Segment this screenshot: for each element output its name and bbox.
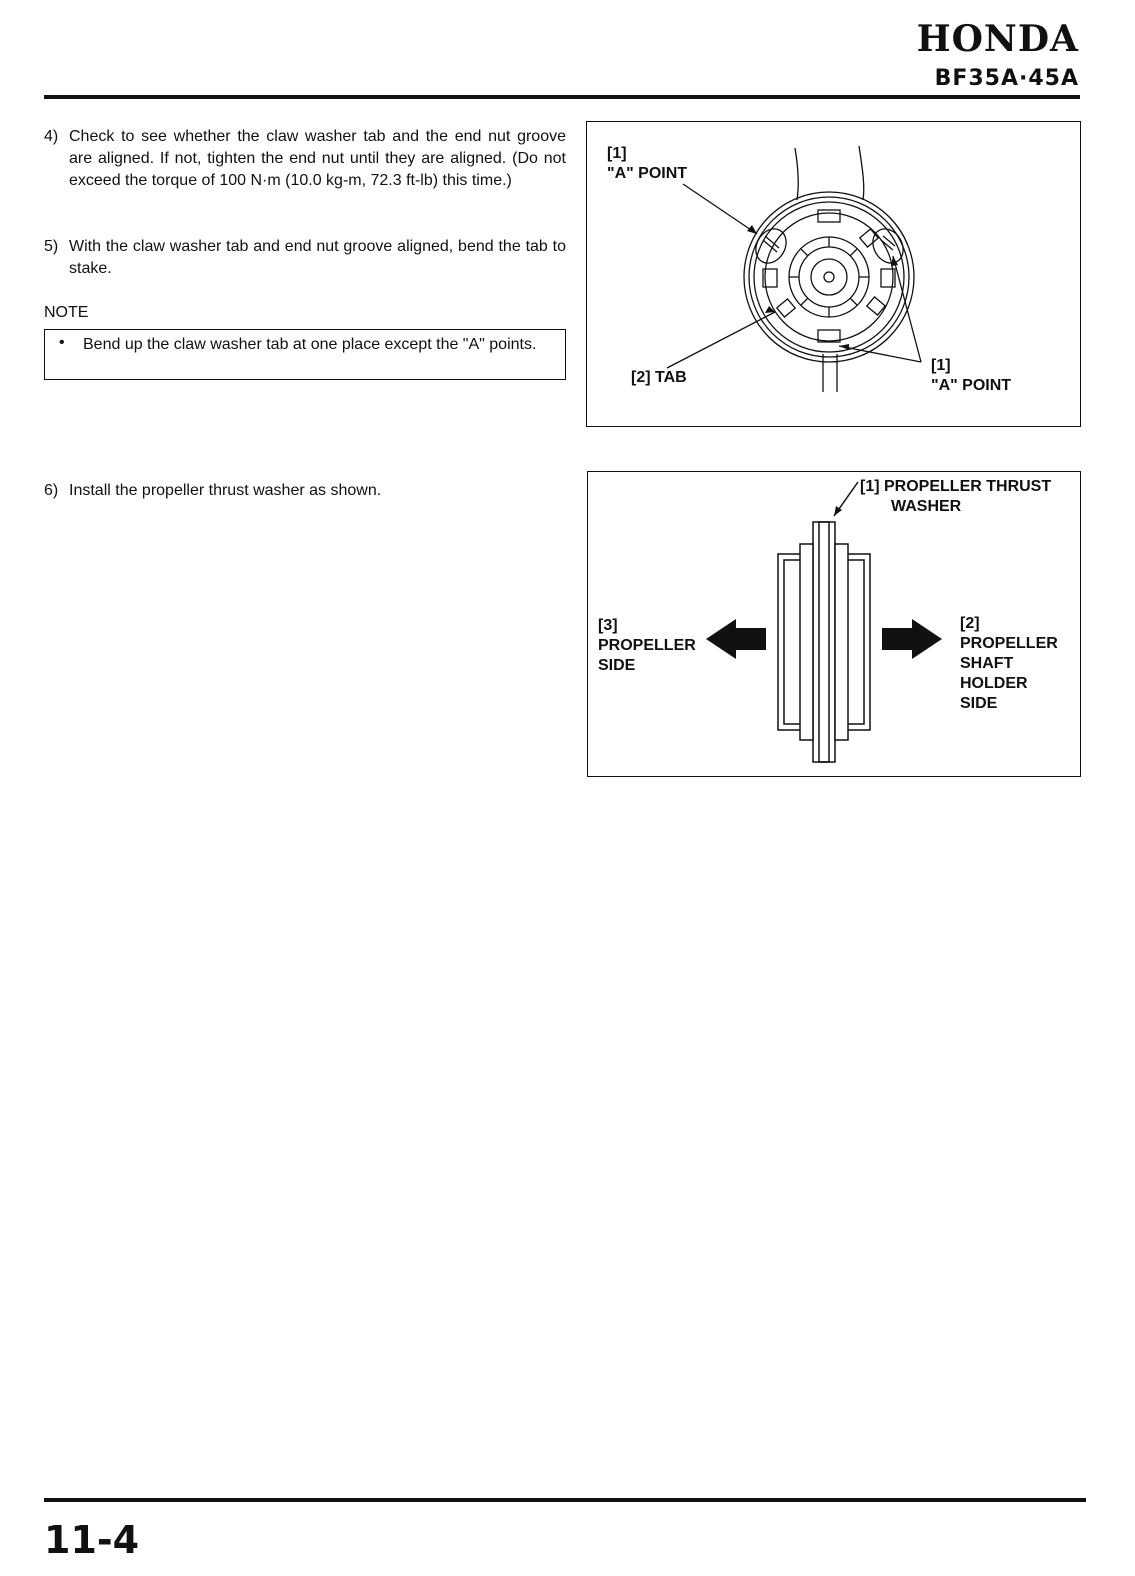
step-text: Check to see whether the claw washer tab and the end nut groove are aligned. If not, tighten the end nut until they are aligned. (Do not exceed the torque of 100 N·m (10.0 kg-m, 72.3 ft-lb) this time.) [69, 128, 566, 189]
claw-washer-figure [586, 121, 1081, 427]
thrust-washer-figure [587, 471, 1081, 777]
tab-label: [2] TAB [631, 369, 687, 386]
holder-side-line: HOLDER [960, 675, 1028, 692]
a-point-top-label [607, 144, 687, 184]
holder-side-line: SHAFT [960, 655, 1014, 672]
holder-side-label [960, 614, 1058, 714]
propeller-side-label [598, 616, 696, 676]
step-4 [44, 126, 566, 192]
honda-logo: HONDA [916, 18, 1079, 60]
step-number: 6) [44, 482, 59, 499]
thrust-washer-label [860, 477, 1051, 517]
step-number: 4) [44, 128, 59, 145]
holder-side-number: [2] [960, 615, 980, 632]
a-point-top-text: "A" POINT [607, 165, 688, 182]
step-text: Install the propeller thrust washer as shown. [69, 482, 382, 499]
header-rule [44, 95, 1080, 99]
holder-side-line: PROPELLER [960, 635, 1058, 652]
step-6 [44, 480, 566, 502]
thrust-washer-line1: [1] PROPELLER THRUST [860, 478, 1052, 495]
propeller-side-line: PROPELLER [598, 637, 696, 654]
note-bullet: • [59, 334, 65, 351]
step-text: With the claw washer tab and end nut groove aligned, bend the tab to stake. [69, 238, 566, 277]
note-text: Bend up the claw washer tab at one place except the "A" points. [83, 336, 537, 353]
page-number: 11-4 [44, 1518, 140, 1562]
footer-rule [44, 1498, 1086, 1502]
note-box [44, 329, 566, 380]
model-name: BF35A·45A [934, 66, 1079, 91]
step-5 [44, 236, 566, 280]
propeller-side-number: [3] [598, 617, 618, 634]
a-point-right-label [931, 356, 1011, 396]
a-point-right-number: [1] [931, 357, 951, 374]
a-point-top-number: [1] [607, 145, 627, 162]
holder-side-line: SIDE [960, 695, 998, 712]
thrust-washer-line2: WASHER [891, 498, 962, 515]
step-number: 5) [44, 238, 59, 255]
propeller-side-line: SIDE [598, 657, 636, 674]
note-label: NOTE [44, 304, 89, 321]
a-point-right-text: "A" POINT [931, 377, 1012, 394]
